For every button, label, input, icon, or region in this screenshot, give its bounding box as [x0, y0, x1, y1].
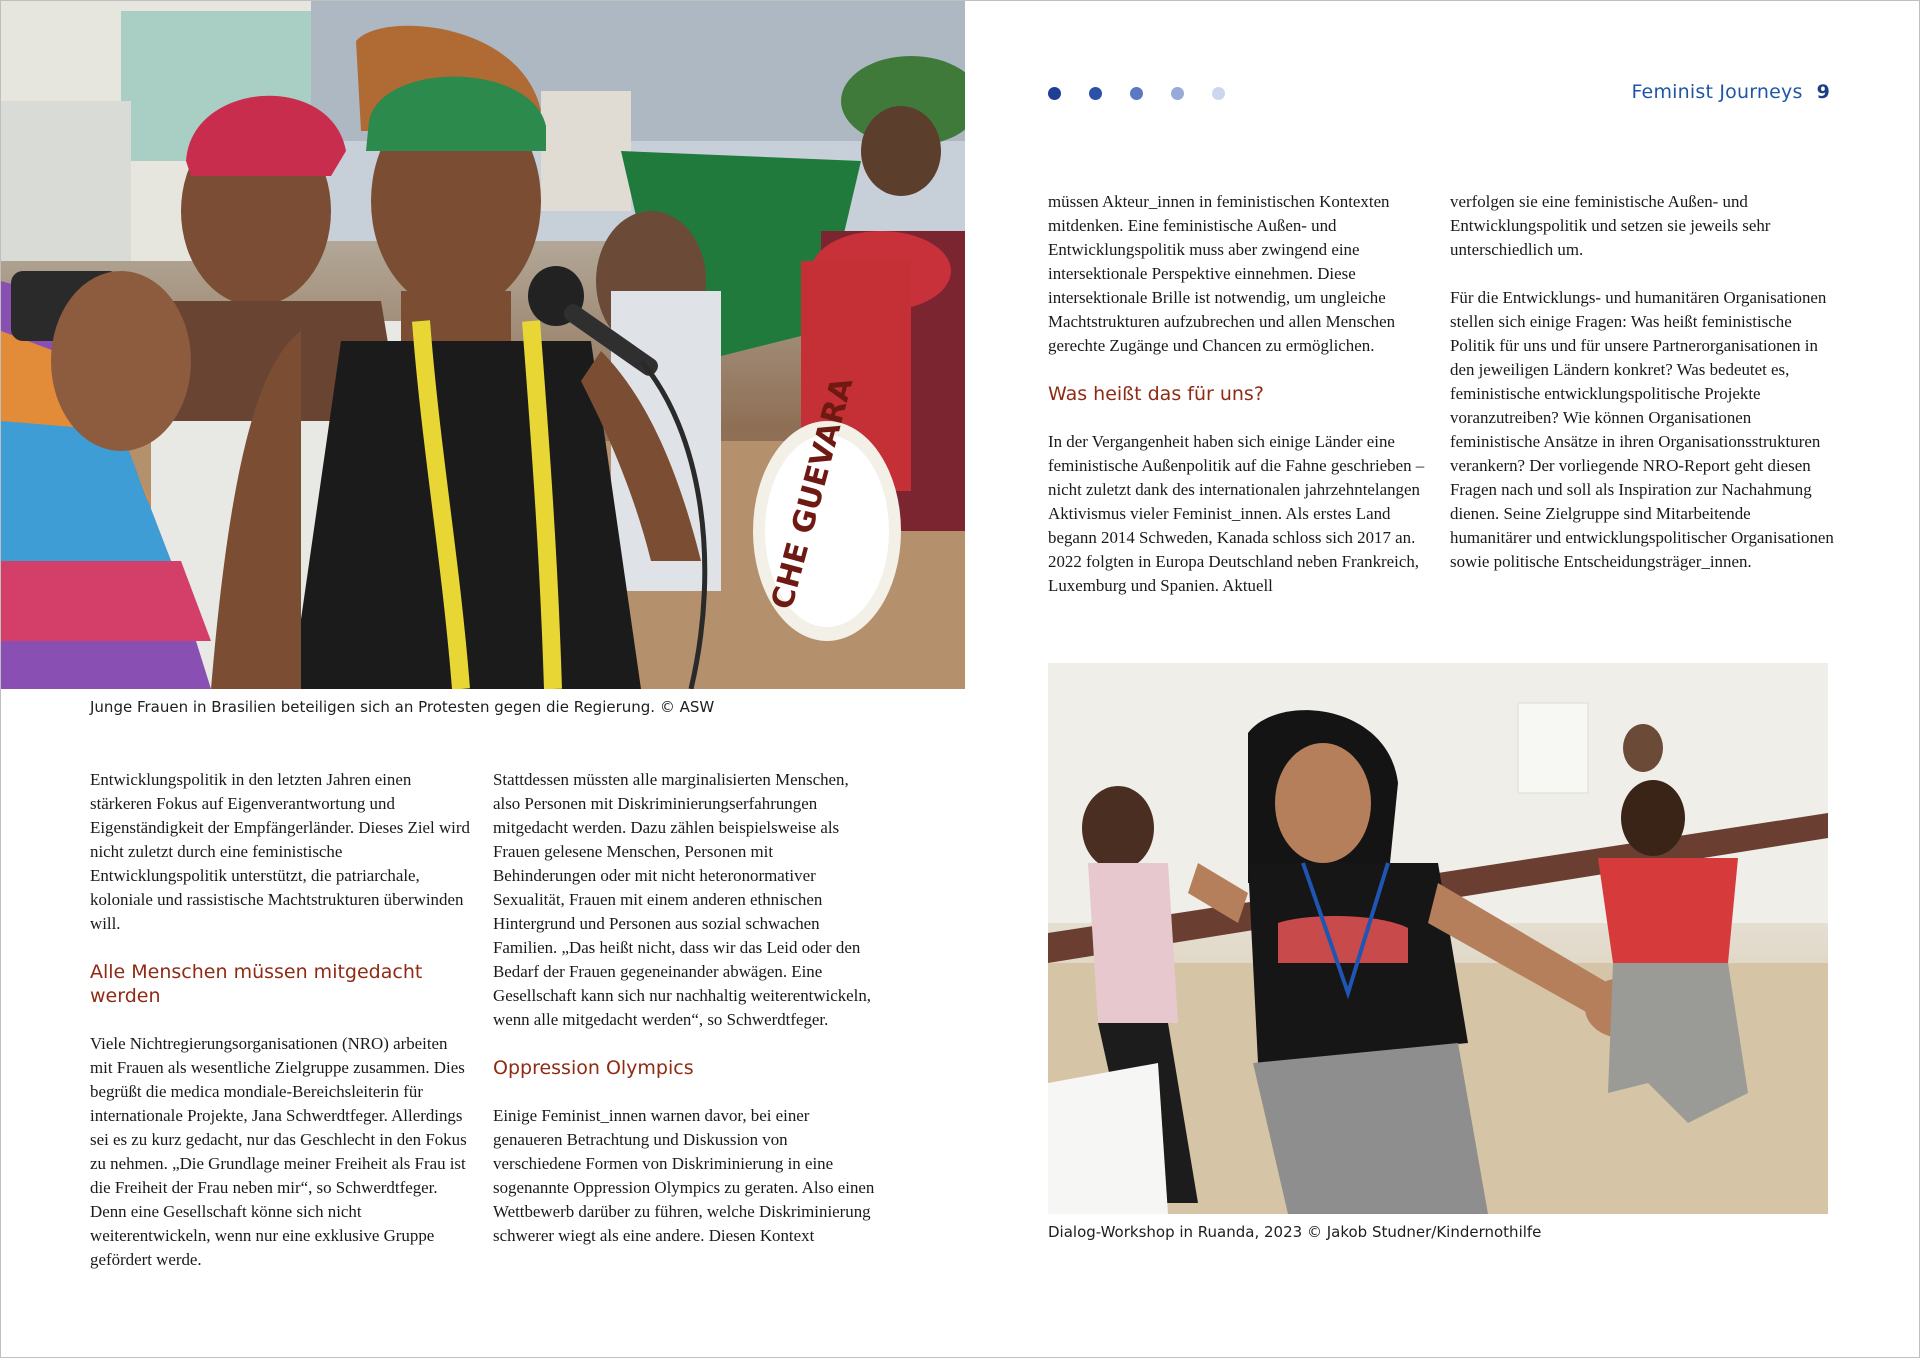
dot-3: [1130, 87, 1143, 100]
dot-4: [1171, 87, 1184, 100]
workshop-photo-caption: Dialog-Workshop in Ruanda, 2023 © Jakob Studner/Kindernothilfe: [1048, 1223, 1542, 1241]
paragraph: verfolgen sie eine feministische Außen- und Entwicklungspolitik und setzen sie jeweils sehr unterschiedlich um.: [1450, 192, 1771, 259]
section-heading: Was heißt das für uns?: [1048, 383, 1264, 405]
protest-photo: [1, 1, 965, 689]
paragraph: Entwicklungspolitik in den letzten Jahren einen stärkeren Fokus auf Eigenverantwortung und Eigenständigkeit der Empfängerländer. Dieses Ziel wird nicht zuletzt durch eine feministische Entwicklungspolitik unterstützt, die patriarchale, koloniale und rassistische Machtstrukturen überwinden will.: [90, 770, 470, 933]
dot-5: [1212, 87, 1225, 100]
dot-2: [1089, 87, 1102, 100]
running-title: Feminist Journeys: [1631, 81, 1803, 103]
workshop-photo: [1048, 663, 1828, 1214]
section-heading: Oppression Olympics: [493, 1057, 694, 1079]
paragraph: Viele Nichtregierungsorganisationen (NRO) arbeiten mit Frauen als wesentliche Zielgruppe zusammen. Dies begrüßt die medica mondiale-Bereichsleiterin für internationale Projekte, Jana Schwerdtfeger. Allerdings sei es zu kurz gedacht, nur das Geschlecht in den Fokus zu nehmen. „Die Grundlage meiner Freiheit als Frau ist die Freiheit der Frau neben mir“, so Schwerdtfeger. Denn eine Gesellschaft könne sich nicht weiterentwickeln, wenn nur eine exklusive Gruppe gefördert werde.: [90, 1034, 467, 1269]
drum-lettering: CHE GUEVARA: [764, 373, 861, 614]
page-number: 9: [1816, 81, 1830, 103]
paragraph: Stattdessen müssten alle marginalisierten Menschen, also Personen mit Diskriminierungserfahrungen mitgedacht werden. Dazu zählen beispielsweise als Frauen gelesene Menschen, Personen mit Behinderungen oder mit nicht heteronormativer Sexualität, Frauen mit einem anderen ethnischen Hintergrund und Personen aus sozial schwachen Familien. „Das heißt nicht, dass wir das Leid oder den Bedarf der Frauen gegeneinander abwägen. Eine Gesellschaft kann sich nur nachhaltig weiterentwickeln, wenn alle mitgedacht werden“, so Schwerdtfeger.: [493, 770, 872, 1029]
paragraph: müssen Akteur_innen in feministischen Kontexten mitdenken. Eine feministische Außen- und Entwicklungspolitik muss aber zwingend eine intersektionale Perspektive einnehmen. Diese intersektionale Brille ist notwendig, um ungleiche Machtstrukturen aufzubrechen und allen Menschen gerechte Zugänge und Chancen zu ermöglichen.: [1048, 192, 1396, 355]
right-column-2: [1450, 190, 1836, 574]
left-column-2: [493, 768, 875, 1248]
running-head: [1500, 81, 1830, 103]
left-column-1: [90, 768, 472, 1272]
right-column-1: [1048, 190, 1428, 598]
paragraph: Für die Entwicklungs- und humanitären Organisationen stellen sich einige Fragen: Was heißt feministische Politik für uns und für unsere Partnerorganisationen in den jeweiligen Ländern konkret? Was bedeutet es, feministische entwicklungspolitische Projekte voranzutreiben? Wie können Organisationen feministische Ansätze in ihren Organisationsstrukturen verankern? Der vorliegende NRO-Report geht diesen Fragen nach und soll als Inspiration zur Nachahmung dienen. Seine Zielgruppe sind Mitarbeitende humanitärer und entwicklungspolitischer Organisationen sowie politische Entscheidungsträger_innen.: [1450, 288, 1834, 571]
dot-1: [1048, 87, 1061, 100]
progress-dots: [1048, 87, 1225, 101]
paragraph: In der Vergangenheit haben sich einige Länder eine feministische Außenpolitik auf die Fahne geschrieben – nicht zuletzt dank des internationalen jahrzehntelangen Aktivismus vieler Feminist_innen. Als erstes Land begann 2014 Schweden, Kanada schloss sich 2017 an. 2022 folgten in Europa Deutschland neben Frankreich, Luxemburg und Spanien. Aktuell: [1048, 432, 1425, 595]
protest-photo-caption: Junge Frauen in Brasilien beteiligen sich an Protesten gegen die Regierung. © ASW: [90, 698, 715, 716]
section-heading: Alle Menschen müssen mitgedacht werden: [90, 961, 423, 1007]
paragraph: Einige Feminist_innen warnen davor, bei einer genaueren Betrachtung und Diskussion von verschiedene Formen von Diskriminierung in eine sogenannte Oppression Olympics zu geraten. Also einen Wettbewerb darüber zu führen, welche Diskriminierung schwerer wiegt als eine andere. Diesen Kontext: [493, 1106, 875, 1245]
